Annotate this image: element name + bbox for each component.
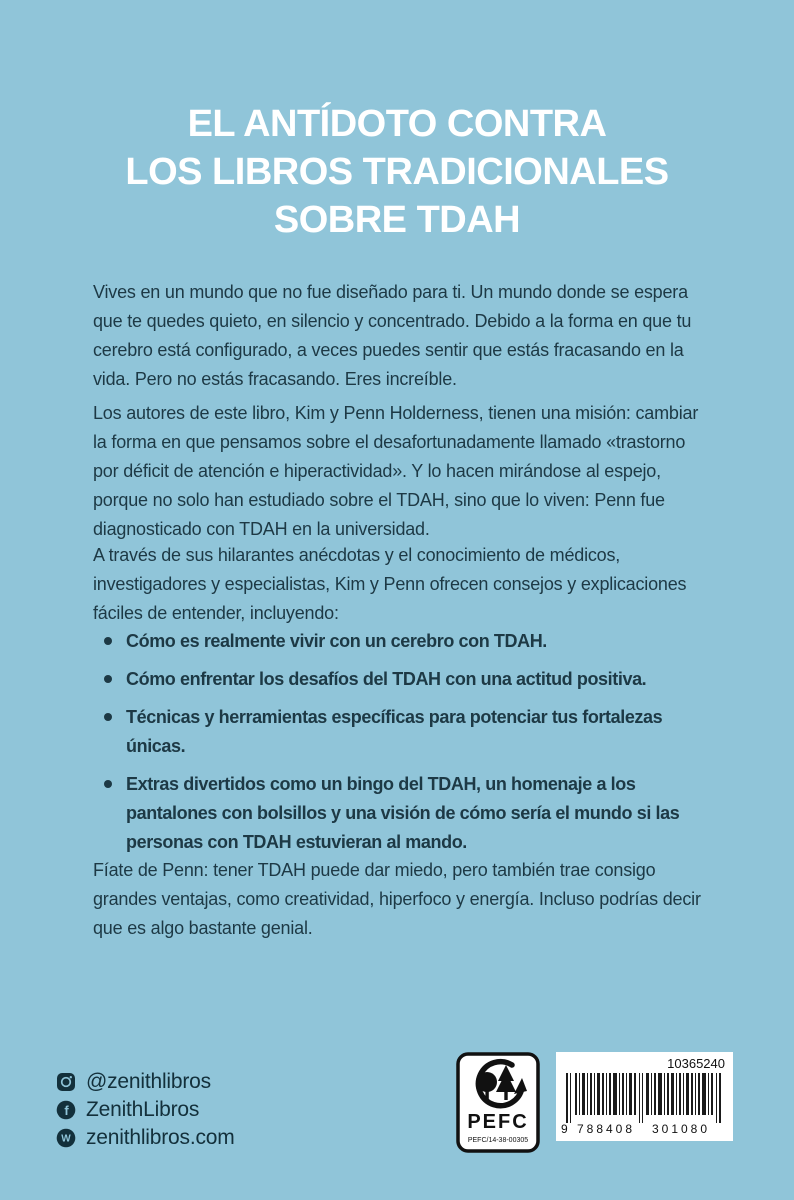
website-url: zenithlibros.com: [86, 1126, 235, 1149]
pefc-label: PEFC: [467, 1111, 529, 1133]
bullet-dot-icon: [104, 780, 112, 788]
authors-paragraph: Los autores de este libro, Kim y Penn Holderness, tienen una misión: cambiar la forma en que pensamos sobre el desafortunadamente llamado «trastorno por déficit de atención e hiperactividad». Y lo hacen mirándose al espejo, porque no solo han estudiado sobre el TDAH, sino que lo viven: Penn fue diagnosticado con TDAH en la universidad.: [93, 403, 699, 539]
contents-lead-paragraph: A través de sus hilarantes anécdotas y el conocimiento de médicos, investigadores y especialistas, Kim y Penn ofrecen consejos y explicaciones fáciles de entender, incluyendo:: [93, 545, 687, 623]
isbn-digit-group: 9: [561, 1122, 568, 1136]
isbn-digit-group: 301080: [651, 1122, 711, 1136]
cover-title-line: EL ANTÍDOTO CONTRA: [187, 103, 607, 145]
list-item-text: Extras divertidos como un bingo del TDAH, un homenaje a los pantalones con bolsillos y una visión de cómo sería el mundo si las personas con TDAH estuvieran al mando.: [126, 774, 680, 852]
list-item: [93, 770, 707, 857]
cover-title-line: SOBRE TDAH: [273, 199, 521, 241]
list-item: [93, 703, 707, 761]
social-links: [56, 1068, 235, 1152]
barcode: [556, 1052, 733, 1141]
intro-paragraph: Vives en un mundo que no fue diseñado para ti. Un mundo donde se espera que te quedes quieto, en silencio y concentrado. Debido a la forma en que tu cerebro está configurado, a veces puedes sentir que estás fracasando en la vida. Pero no estás fracasando. Eres increíble.: [93, 282, 692, 389]
instagram-row: [56, 1068, 235, 1096]
website-icon: [56, 1128, 76, 1148]
cover-title: [0, 100, 794, 244]
bullet-dot-icon: [104, 675, 112, 683]
pefc-logo: [456, 1052, 540, 1153]
bullet-dot-icon: [104, 713, 112, 721]
cover-title-line: LOS LIBROS TRADICIONALES: [125, 151, 669, 193]
facebook-icon: [56, 1100, 76, 1120]
instagram-handle: @zenithlibros: [86, 1070, 211, 1093]
facebook-handle: ZenithLibros: [86, 1098, 200, 1121]
list-item: [93, 665, 707, 694]
bullet-dot-icon: [104, 637, 112, 645]
isbn-digit-group: 788408: [576, 1122, 636, 1136]
list-item-text: Cómo es realmente vivir con un cerebro con TDAH.: [126, 631, 547, 651]
website-row: [56, 1124, 235, 1152]
facebook-glyph: f: [64, 1103, 69, 1118]
closing-paragraph: Fíate de Penn: tener TDAH puede dar miedo, pero también trae consigo grandes ventajas, como creatividad, hiperfoco y energía. Incluso podrías decir que es algo bastante genial.: [93, 860, 701, 938]
list-item-text: Técnicas y herramientas específicas para potenciar tus fortalezas únicas.: [126, 707, 663, 756]
list-item: [93, 627, 707, 656]
highlights-list: [93, 627, 707, 866]
barcode-number: 10365240: [667, 1056, 725, 1071]
list-item-text: Cómo enfrentar los desafíos del TDAH con una actitud positiva.: [126, 669, 647, 689]
pefc-cert-number: PEFC/14-38-00305: [467, 1137, 529, 1144]
website-glyph: W: [61, 1133, 71, 1145]
facebook-row: [56, 1096, 235, 1124]
instagram-icon: [56, 1072, 76, 1092]
